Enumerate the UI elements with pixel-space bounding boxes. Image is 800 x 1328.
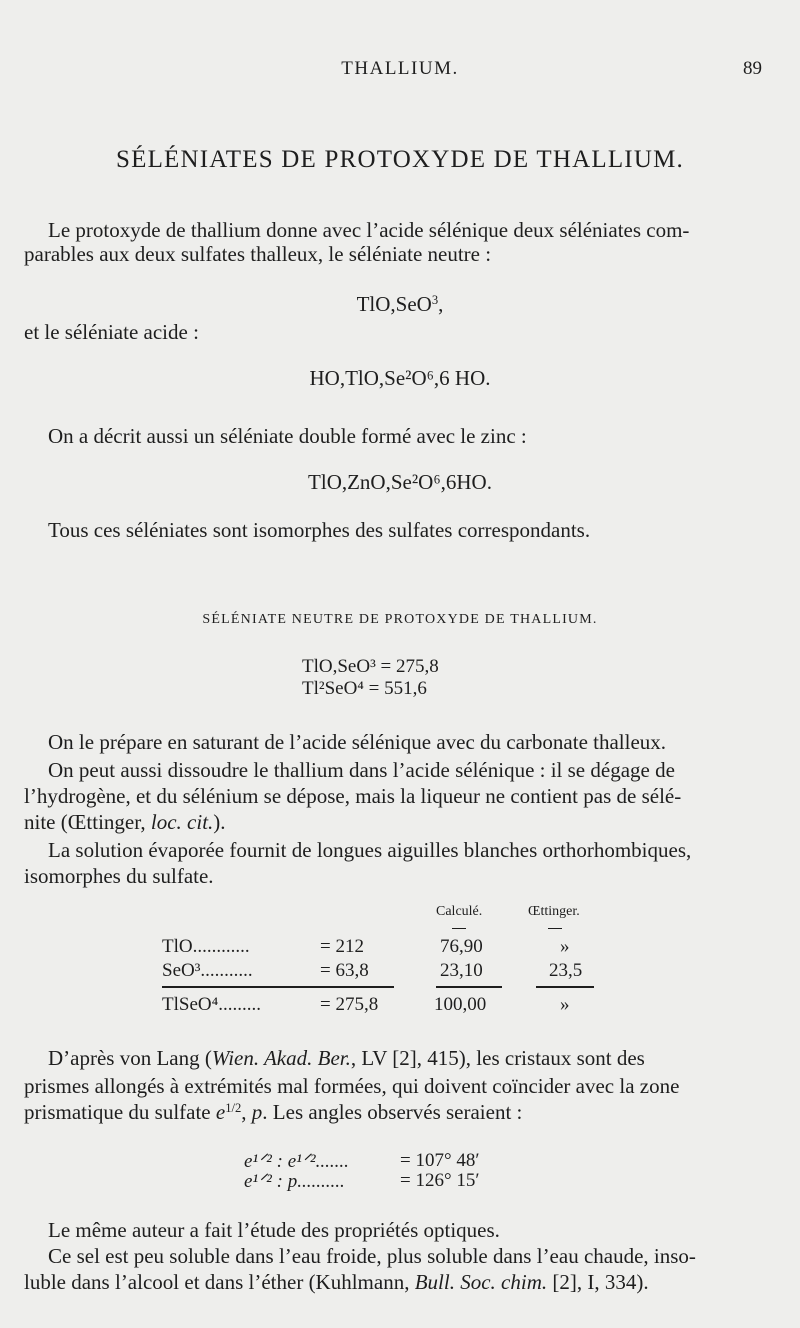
equivalent-line-2: Tl²SeO⁴ = 551,6 bbox=[302, 678, 427, 699]
col-header-calcule: Calculé. bbox=[436, 904, 483, 919]
closing-citation: Bull. Soc. chim. bbox=[414, 1270, 548, 1294]
alt-prep-line-3 bbox=[24, 810, 226, 834]
formula-neutral-comma: , bbox=[438, 292, 444, 316]
angle-1-rhs: = 107° 48′ bbox=[400, 1150, 480, 1171]
crystal-face-e: e bbox=[215, 1100, 226, 1124]
crystal-face-sup: 1/2 bbox=[225, 1101, 242, 1116]
alt-prep-line-3-b: ). bbox=[213, 810, 226, 834]
sum-rule-2 bbox=[436, 986, 502, 988]
crystal-line-1 bbox=[48, 1046, 645, 1070]
col-dash-calc bbox=[452, 928, 466, 929]
formula-acid: HO,TlO,Se²O⁶,6 HO. bbox=[309, 366, 491, 390]
closing-line-2: Ce sel est peu soluble dans l’eau froide, plus soluble dans l’eau chaude, inso- bbox=[48, 1244, 696, 1268]
angle-2-rhs: = 126° 15′ bbox=[400, 1170, 480, 1191]
row-seo3-value: = 63,8 bbox=[320, 960, 369, 981]
formula-double: TlO,ZnO,Se²O⁶,6HO. bbox=[308, 470, 492, 494]
crystal-citation: Wien. Akad. Ber. bbox=[211, 1046, 351, 1070]
double-salt-line: On a décrit aussi un séléniate double formé avec le zinc : bbox=[48, 424, 527, 448]
col-dash-oett bbox=[548, 928, 562, 929]
row-total-value: = 275,8 bbox=[320, 994, 379, 1015]
intro-line-1: Le protoxyde de thallium donne avec l’acide sélénique deux séléniates com- bbox=[48, 218, 690, 242]
angle-2-lhs: e¹ᐟ² : p.......... bbox=[244, 1171, 345, 1192]
intro-line-2: parables aux deux sulfates thalleux, le séléniate neutre : bbox=[24, 242, 492, 266]
crystal-line-3-b: . Les angles observés seraient : bbox=[262, 1100, 523, 1124]
row-total-label: TlSeO⁴......... bbox=[162, 994, 261, 1015]
row-tlo-calc: 76,90 bbox=[440, 936, 483, 957]
row-tlo-oett: » bbox=[560, 936, 570, 957]
formula-neutral-sup: 3 bbox=[431, 293, 439, 308]
crystal-line-2: prismes allongés à extrémités mal formées, qui doivent coïncider avec la zone bbox=[24, 1074, 680, 1098]
row-tlo-label: TlO............ bbox=[162, 936, 250, 957]
alt-prep-line-1: On peut aussi dissoudre le thallium dans l’acide sélénique : il se dégage de bbox=[48, 758, 675, 782]
sum-rule-1 bbox=[162, 986, 394, 988]
closing-line-1: Le même auteur a fait l’étude des propriétés optiques. bbox=[48, 1218, 500, 1242]
alt-prep-line-3-a: nite (Œttinger, bbox=[24, 810, 151, 834]
solution-line-2: isomorphes du sulfate. bbox=[24, 864, 214, 888]
closing-line-3 bbox=[24, 1270, 649, 1294]
row-tlo-value: = 212 bbox=[320, 936, 364, 957]
col-header-oettinger: Œttinger. bbox=[528, 904, 580, 919]
row-seo3-label: SeO³........... bbox=[162, 960, 253, 981]
acid-label: et le séléniate acide : bbox=[24, 320, 199, 344]
crystal-face-p: p bbox=[251, 1100, 263, 1124]
angle-1-lhs: e¹ᐟ² : e¹ᐟ²....... bbox=[244, 1151, 349, 1172]
formula-neutral-base: TlO,SeO bbox=[356, 292, 432, 316]
chapter-title: SÉLÉNIATES DE PROTOXYDE DE THALLIUM. bbox=[116, 146, 684, 173]
row-total-oett: » bbox=[560, 994, 570, 1015]
running-header: THALLIUM. bbox=[341, 58, 459, 79]
alt-prep-citation: loc. cit. bbox=[150, 810, 214, 834]
sum-rule-3 bbox=[536, 986, 594, 988]
crystal-line-1-a: D’après von Lang ( bbox=[48, 1046, 212, 1070]
crystal-line-3 bbox=[24, 1100, 522, 1124]
preparation-line: On le prépare en saturant de l’acide sélénique avec du carbonate thalleux. bbox=[48, 730, 667, 754]
closing-line-3-a: luble dans l’alcool et dans l’éther (Kuhlmann, bbox=[24, 1270, 415, 1294]
page-number: 89 bbox=[743, 58, 762, 79]
row-seo3-oett: 23,5 bbox=[549, 960, 583, 981]
formula-neutral bbox=[0, 292, 800, 317]
equivalent-line-1: TlO,SeO³ = 275,8 bbox=[302, 656, 439, 677]
alt-prep-line-2: l’hydrogène, et du sélénium se dépose, mais la liqueur ne contient pas de sélé- bbox=[24, 784, 682, 808]
row-total-calc: 100,00 bbox=[434, 994, 487, 1015]
section-subtitle: SÉLÉNIATE NEUTRE DE PROTOXYDE DE THALLIUM. bbox=[202, 612, 598, 627]
solution-line-1: La solution évaporée fournit de longues aiguilles blanches orthorhombiques, bbox=[48, 838, 692, 862]
closing-line-3-b: [2], I, 334). bbox=[547, 1270, 649, 1294]
isomorph-line: Tous ces séléniates sont isomorphes des sulfates correspondants. bbox=[48, 518, 591, 542]
crystal-line-1-b: , LV [2], 415), les cristaux sont des bbox=[350, 1046, 645, 1070]
crystal-line-3-a: prismatique du sulfate bbox=[24, 1100, 216, 1124]
row-seo3-calc: 23,10 bbox=[440, 960, 483, 981]
crystal-line-3-mid: , bbox=[241, 1100, 252, 1124]
